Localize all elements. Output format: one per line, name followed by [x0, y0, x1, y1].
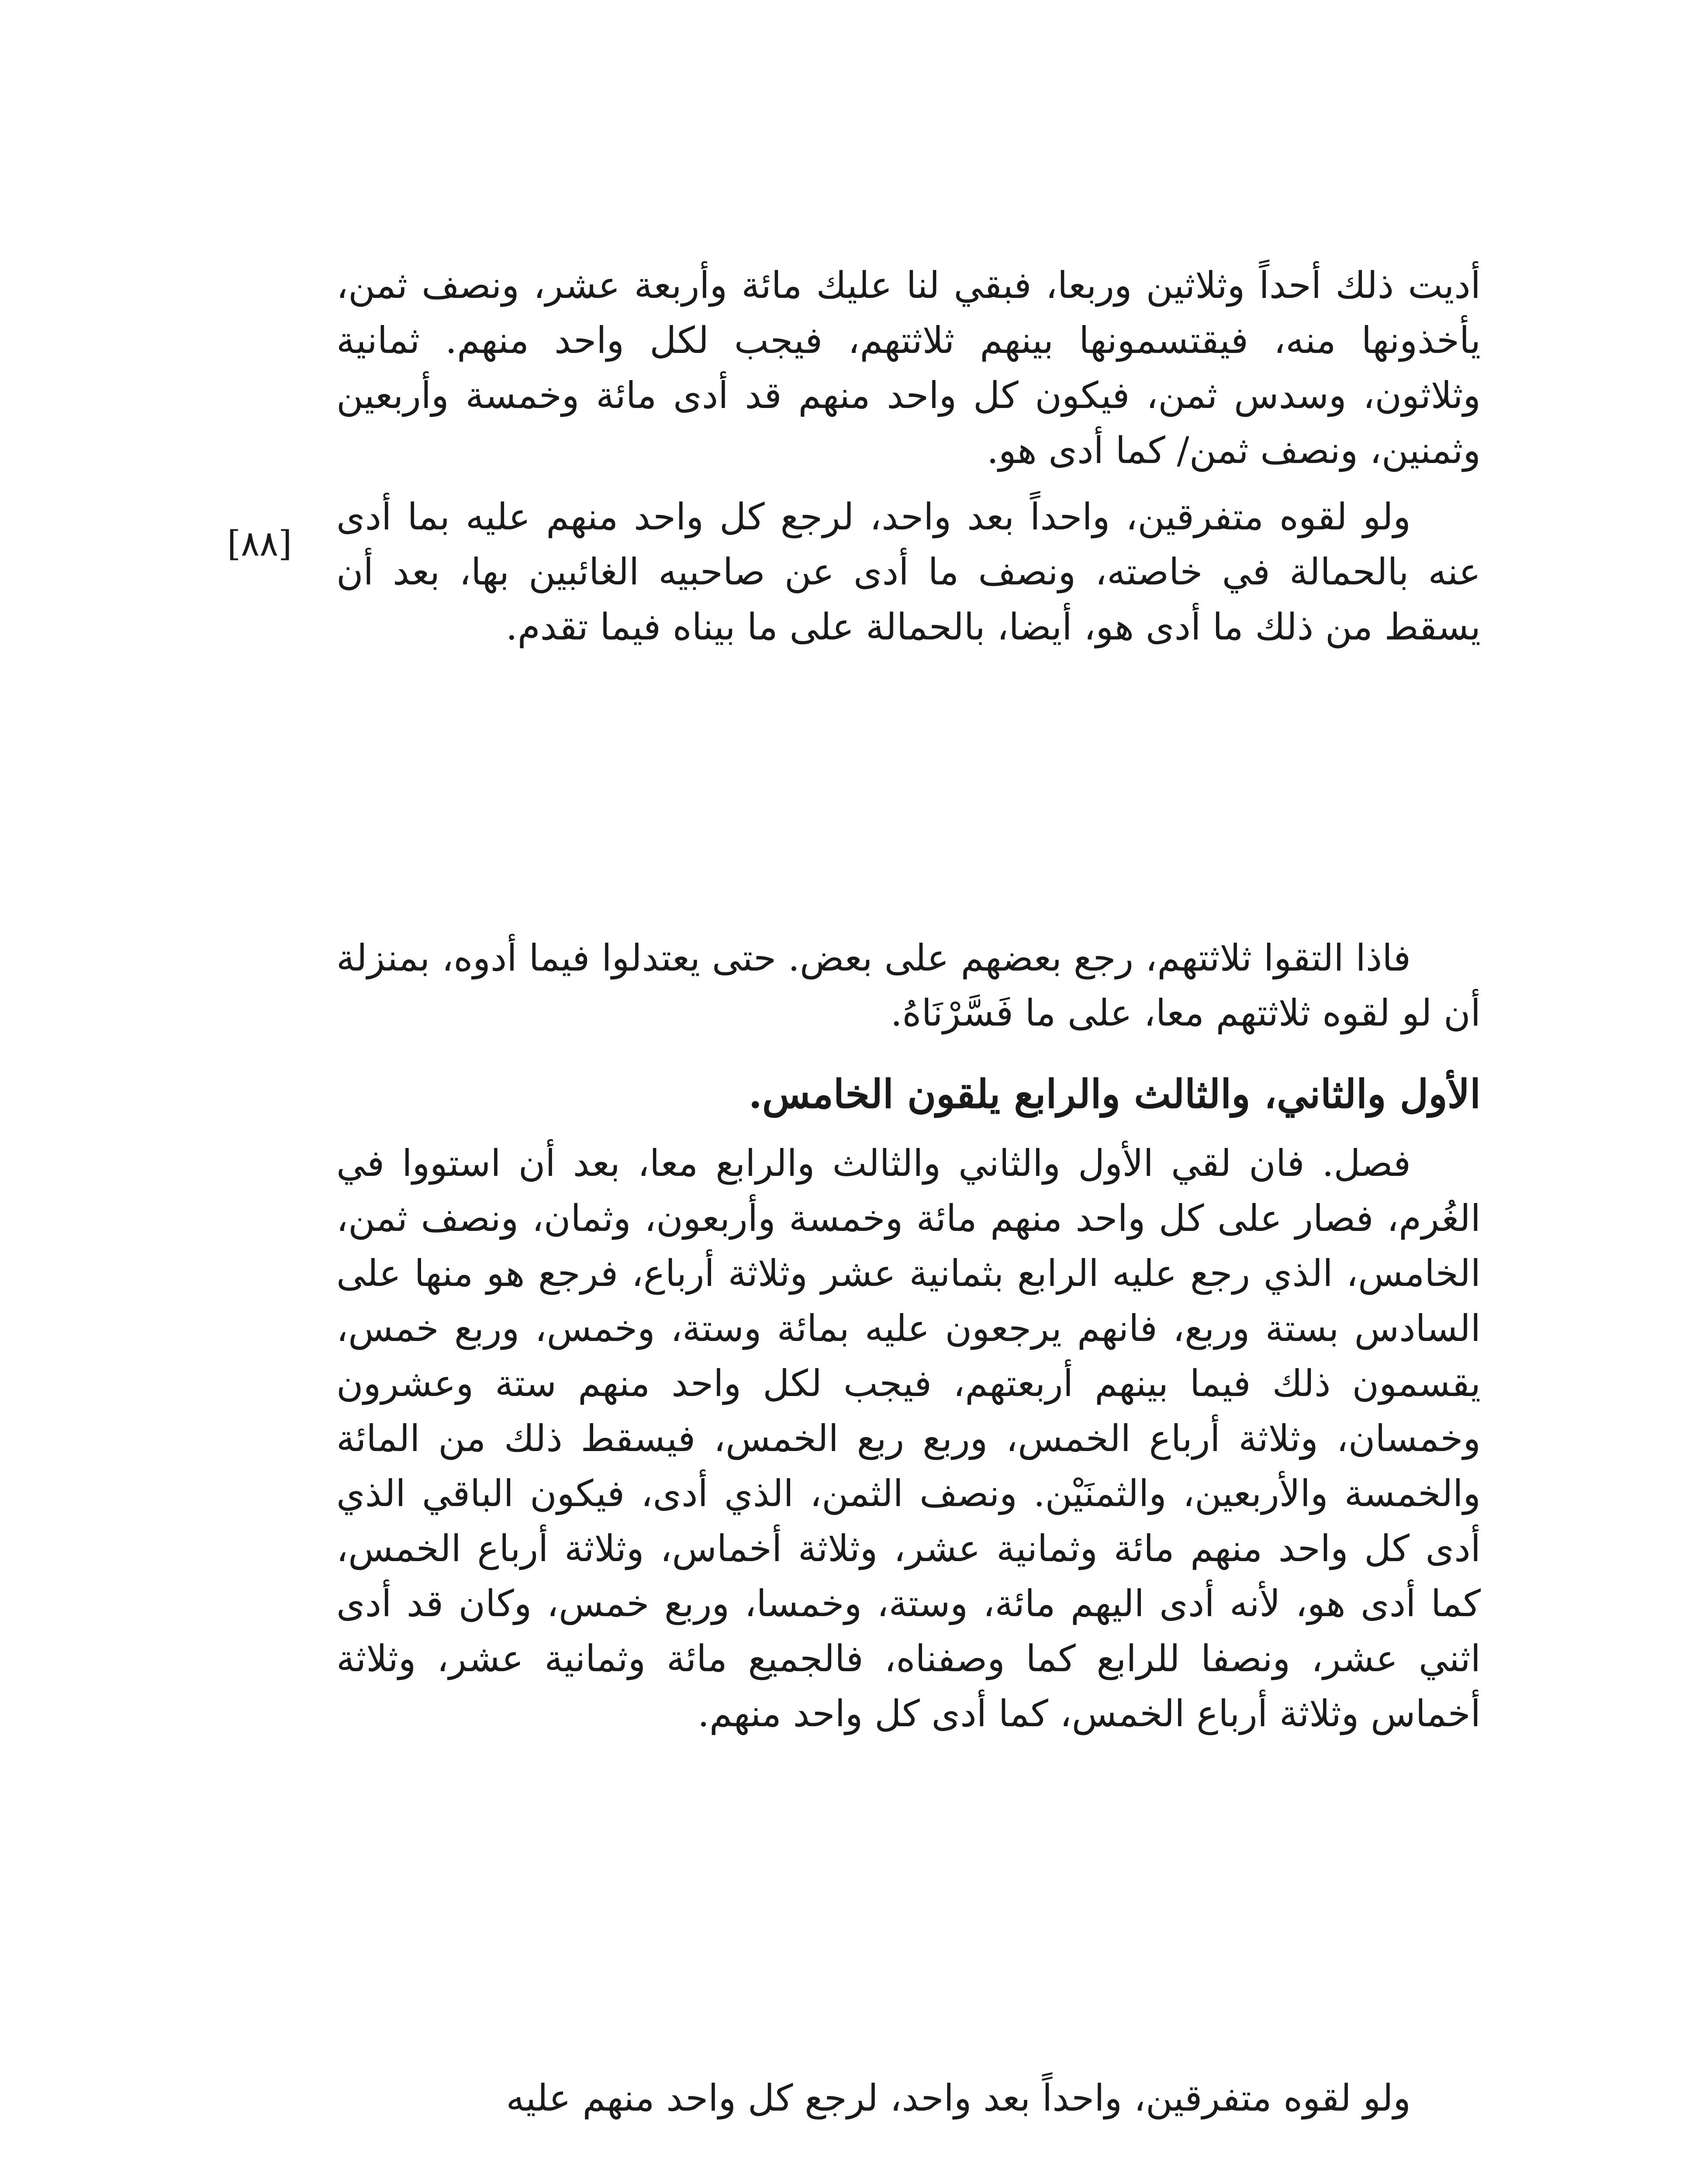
paragraph-4: فصل. فان لقي الأول والثاني والثالث والرابع معا، بعد أن استووا في الغُرم، فصار على كل واحد منهم مائة وخمسة وأربعون، وثمان، ونصف ثمن، الخامس، الذي رجع عليه الرابع بثمانية عشر وثلاثة أرباع، فرجع هو منها على السادس بستة وربع، فانهم يرجعون عليه بمائة وستة، وخمس، وربع خمس، يقسمون ذلك فيما بينهم أربعتهم، فيجب لكل واحد منهم ستة وعشرون وخمسان، وثلاثة أرباع الخمس، وربع ربع الخمس، فيسقط ذلك من المائة والخمسة والأربعين، والثمنَيْن. ونصف الثمن، الذي أدى، فيكون الباقي الذي أدى كل واحد منهم مائة وثمانية عشر، وثلاثة أخماس، وثلاثة أرباع الخمس، كما أدى هو، لأنه أدى اليهم مائة، وستة، وخمسا، وربع خمس، وكان قد أدى اثني عشر، ونصفا للرابع كما وصفناه، فالجميع مائة وثمانية عشر، وثلاثة أخماس وثلاثة أرباع الخمس، كما أدى كل واحد منهم. — [336, 1142, 1481, 1735]
section-heading: الأول والثاني، والثالث والرابع يلقون الخامس. — [748, 1071, 1481, 1117]
paragraph-2: ولو لقوه متفرقين، واحداً بعد واحد، لرجع كل واحد منهم عليه بما أدى عنه بالحمالة في خاصته، ونصف ما أدى عن صاحبيه الغائبين بها، بعد أن يسقط من ذلك ما أدى هو، أيضا، بالحمالة على ما بيناه فيما تقدم. — [336, 495, 1481, 648]
folio-marker: [٨٨] — [227, 523, 292, 564]
paragraph-5: ولو لقوه متفرقين، واحداً بعد واحد، لرجع كل واحد منهم عليه — [506, 2077, 1411, 2119]
paragraph-1: أديت ذلك أحداً وثلاثين وربعا، فبقي لنا عليك مائة وأربعة عشر، ونصف ثمن، يأخذونها منه، فيقتسمونها بينهم ثلاثتهم، فيجب لكل واحد منهم. ثمانية وثلاثون، وسدس ثمن، فيكون كل واحد منهم قد أدى مائة وخمسة وأربعين وثمنين، ونصف ثمن/ كما أدى هو. — [336, 264, 1481, 472]
paragraph-3: فاذا التقوا ثلاثتهم، رجع بعضهم على بعض. حتى يعتدلوا فيما أدوه، بمنزلة أن لو لقوه ثلاثتهم معا، على ما فَسَّرْنَاهُ. — [336, 936, 1481, 1034]
